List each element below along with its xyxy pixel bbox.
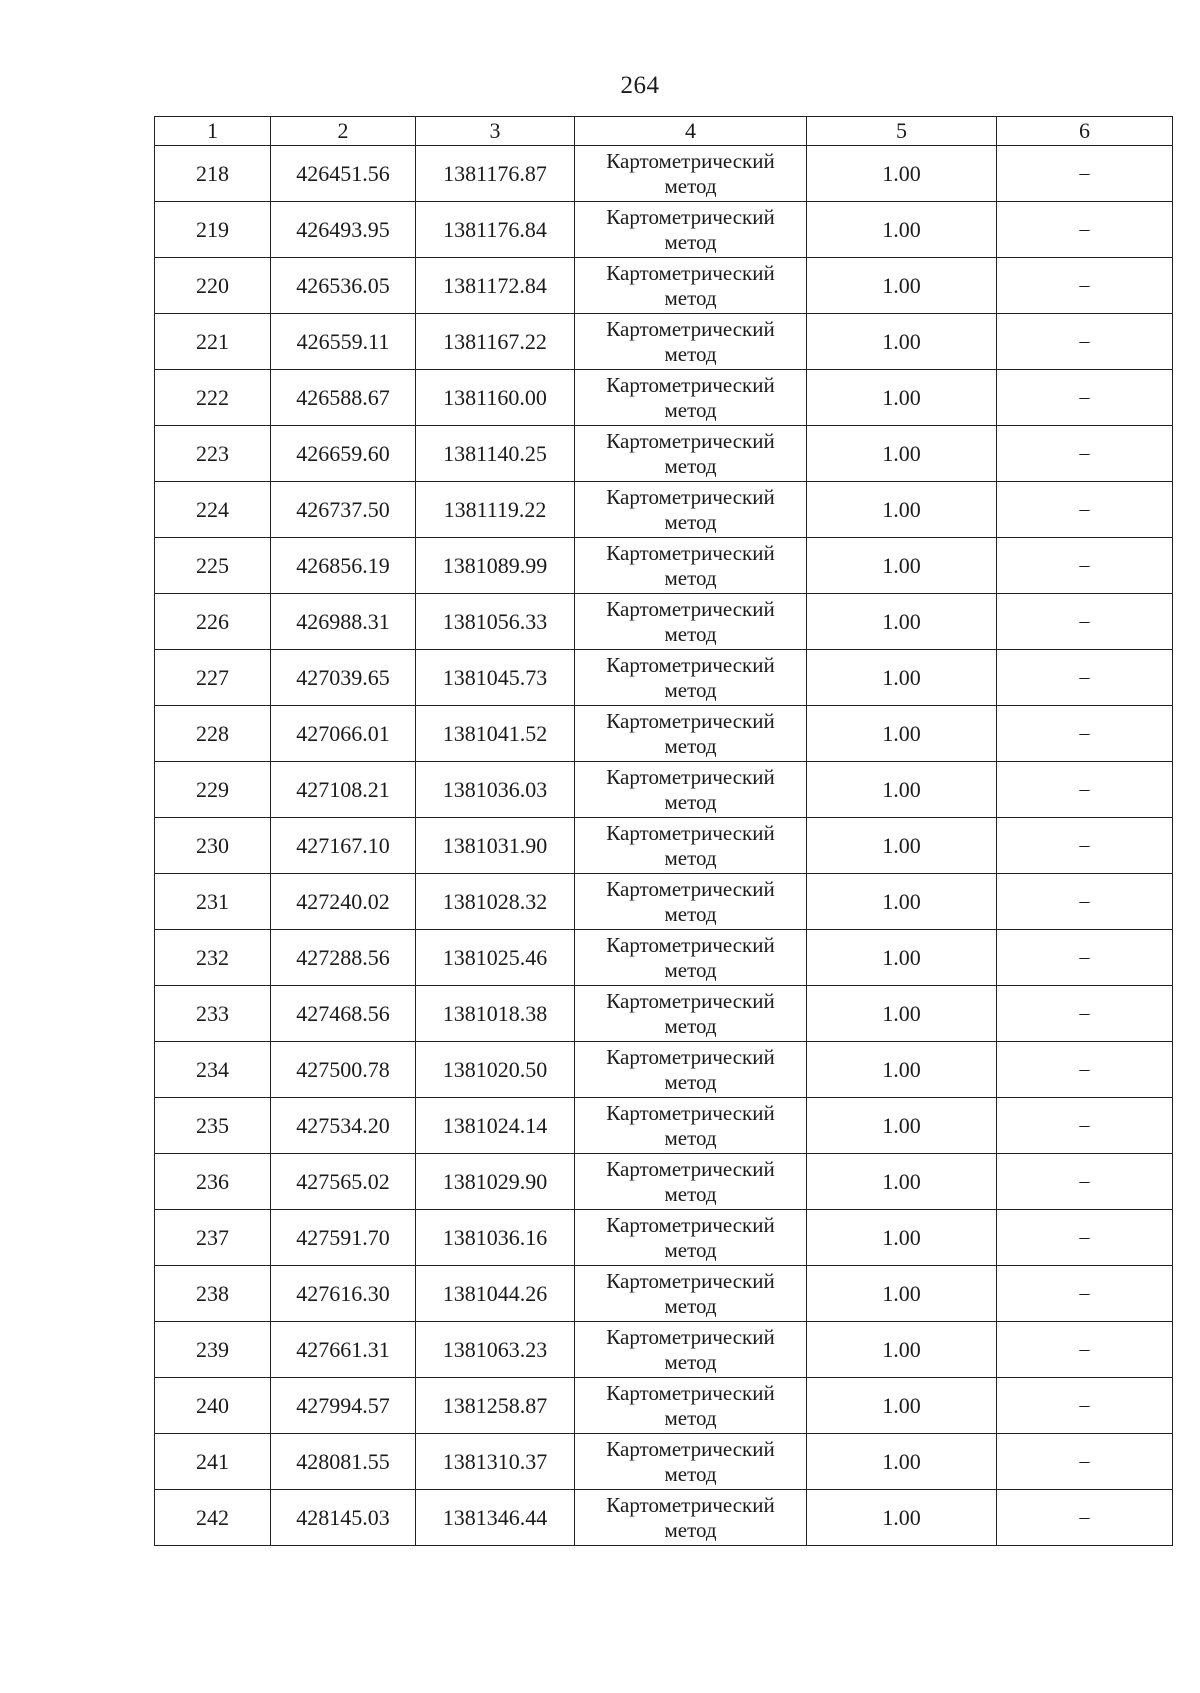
x-coordinate-cell: 427240.02 xyxy=(271,874,416,930)
point-number-cell: 219 xyxy=(155,202,271,258)
table-row xyxy=(155,818,1173,874)
x-coordinate-cell: 426588.67 xyxy=(271,370,416,426)
method-cell: Картометрический метод xyxy=(575,650,807,706)
page-number: 264 xyxy=(620,72,660,99)
x-coordinate-cell: 427468.56 xyxy=(271,986,416,1042)
method-cell: Картометрический метод xyxy=(575,930,807,986)
point-number-cell: 221 xyxy=(155,314,271,370)
point-number-cell: 235 xyxy=(155,1098,271,1154)
point-number-cell: 238 xyxy=(155,1266,271,1322)
accuracy-cell: 1.00 xyxy=(807,538,997,594)
x-coordinate-cell: 427994.57 xyxy=(271,1378,416,1434)
method-cell: Картометрический метод xyxy=(575,1042,807,1098)
table-row xyxy=(155,146,1173,202)
point-number-cell: 227 xyxy=(155,650,271,706)
note-cell: – xyxy=(997,1434,1173,1490)
y-coordinate-cell: 1381036.03 xyxy=(416,762,575,818)
table-row xyxy=(155,314,1173,370)
y-coordinate-cell: 1381172.84 xyxy=(416,258,575,314)
table-row xyxy=(155,1210,1173,1266)
y-coordinate-cell: 1381140.25 xyxy=(416,426,575,482)
point-number-cell: 230 xyxy=(155,818,271,874)
point-number-cell: 232 xyxy=(155,930,271,986)
note-cell: – xyxy=(997,1098,1173,1154)
note-cell: – xyxy=(997,1378,1173,1434)
note-cell: – xyxy=(997,818,1173,874)
table-row xyxy=(155,1098,1173,1154)
x-coordinate-cell: 426451.56 xyxy=(271,146,416,202)
table-row xyxy=(155,874,1173,930)
table-body xyxy=(155,146,1173,1546)
y-coordinate-cell: 1381020.50 xyxy=(416,1042,575,1098)
note-cell: – xyxy=(997,594,1173,650)
accuracy-cell: 1.00 xyxy=(807,986,997,1042)
point-number-cell: 236 xyxy=(155,1154,271,1210)
note-cell: – xyxy=(997,874,1173,930)
header-col-5: 5 xyxy=(807,117,997,146)
accuracy-cell: 1.00 xyxy=(807,314,997,370)
method-cell: Картометрический метод xyxy=(575,1434,807,1490)
method-cell: Картометрический метод xyxy=(575,1490,807,1546)
table-row xyxy=(155,1266,1173,1322)
x-coordinate-cell: 428145.03 xyxy=(271,1490,416,1546)
y-coordinate-cell: 1381025.46 xyxy=(416,930,575,986)
x-coordinate-cell: 426493.95 xyxy=(271,202,416,258)
table-row xyxy=(155,1154,1173,1210)
point-number-cell: 237 xyxy=(155,1210,271,1266)
table-row xyxy=(155,930,1173,986)
x-coordinate-cell: 427167.10 xyxy=(271,818,416,874)
point-number-cell: 241 xyxy=(155,1434,271,1490)
point-number-cell: 220 xyxy=(155,258,271,314)
table-row xyxy=(155,594,1173,650)
note-cell: – xyxy=(997,314,1173,370)
point-number-cell: 239 xyxy=(155,1322,271,1378)
note-cell: – xyxy=(997,146,1173,202)
accuracy-cell: 1.00 xyxy=(807,1210,997,1266)
header-col-6: 6 xyxy=(997,117,1173,146)
table-row xyxy=(155,482,1173,538)
y-coordinate-cell: 1381258.87 xyxy=(416,1378,575,1434)
x-coordinate-cell: 427108.21 xyxy=(271,762,416,818)
accuracy-cell: 1.00 xyxy=(807,1322,997,1378)
note-cell: – xyxy=(997,202,1173,258)
coordinates-table xyxy=(154,116,1173,1546)
x-coordinate-cell: 428081.55 xyxy=(271,1434,416,1490)
point-number-cell: 240 xyxy=(155,1378,271,1434)
table-row xyxy=(155,986,1173,1042)
y-coordinate-cell: 1381031.90 xyxy=(416,818,575,874)
note-cell: – xyxy=(997,1322,1173,1378)
accuracy-cell: 1.00 xyxy=(807,426,997,482)
accuracy-cell: 1.00 xyxy=(807,874,997,930)
method-cell: Картометрический метод xyxy=(575,1098,807,1154)
method-cell: Картометрический метод xyxy=(575,818,807,874)
point-number-cell: 229 xyxy=(155,762,271,818)
table-row xyxy=(155,1042,1173,1098)
method-cell: Картометрический метод xyxy=(575,202,807,258)
accuracy-cell: 1.00 xyxy=(807,762,997,818)
y-coordinate-cell: 1381028.32 xyxy=(416,874,575,930)
header-col-4: 4 xyxy=(575,117,807,146)
x-coordinate-cell: 426559.11 xyxy=(271,314,416,370)
method-cell: Картометрический метод xyxy=(575,874,807,930)
note-cell: – xyxy=(997,482,1173,538)
accuracy-cell: 1.00 xyxy=(807,706,997,762)
point-number-cell: 242 xyxy=(155,1490,271,1546)
x-coordinate-cell: 427066.01 xyxy=(271,706,416,762)
accuracy-cell: 1.00 xyxy=(807,370,997,426)
method-cell: Картометрический метод xyxy=(575,426,807,482)
point-number-cell: 218 xyxy=(155,146,271,202)
y-coordinate-cell: 1381029.90 xyxy=(416,1154,575,1210)
method-cell: Картометрический метод xyxy=(575,706,807,762)
accuracy-cell: 1.00 xyxy=(807,1154,997,1210)
table-row xyxy=(155,1434,1173,1490)
method-cell: Картометрический метод xyxy=(575,258,807,314)
table-row xyxy=(155,1322,1173,1378)
accuracy-cell: 1.00 xyxy=(807,1378,997,1434)
note-cell: – xyxy=(997,986,1173,1042)
x-coordinate-cell: 427616.30 xyxy=(271,1266,416,1322)
method-cell: Картометрический метод xyxy=(575,762,807,818)
note-cell: – xyxy=(997,1210,1173,1266)
point-number-cell: 234 xyxy=(155,1042,271,1098)
accuracy-cell: 1.00 xyxy=(807,818,997,874)
point-number-cell: 222 xyxy=(155,370,271,426)
x-coordinate-cell: 427534.20 xyxy=(271,1098,416,1154)
x-coordinate-cell: 426536.05 xyxy=(271,258,416,314)
point-number-cell: 226 xyxy=(155,594,271,650)
y-coordinate-cell: 1381167.22 xyxy=(416,314,575,370)
method-cell: Картометрический метод xyxy=(575,1378,807,1434)
x-coordinate-cell: 426659.60 xyxy=(271,426,416,482)
point-number-cell: 231 xyxy=(155,874,271,930)
y-coordinate-cell: 1381176.84 xyxy=(416,202,575,258)
method-cell: Картометрический метод xyxy=(575,1210,807,1266)
accuracy-cell: 1.00 xyxy=(807,650,997,706)
x-coordinate-cell: 426737.50 xyxy=(271,482,416,538)
point-number-cell: 223 xyxy=(155,426,271,482)
table-row xyxy=(155,258,1173,314)
y-coordinate-cell: 1381024.14 xyxy=(416,1098,575,1154)
y-coordinate-cell: 1381041.52 xyxy=(416,706,575,762)
y-coordinate-cell: 1381056.33 xyxy=(416,594,575,650)
note-cell: – xyxy=(997,1266,1173,1322)
accuracy-cell: 1.00 xyxy=(807,594,997,650)
point-number-cell: 233 xyxy=(155,986,271,1042)
y-coordinate-cell: 1381346.44 xyxy=(416,1490,575,1546)
table-row xyxy=(155,1490,1173,1546)
note-cell: – xyxy=(997,258,1173,314)
method-cell: Картометрический метод xyxy=(575,314,807,370)
x-coordinate-cell: 427661.31 xyxy=(271,1322,416,1378)
method-cell: Картометрический метод xyxy=(575,146,807,202)
note-cell: – xyxy=(997,930,1173,986)
table-row xyxy=(155,650,1173,706)
note-cell: – xyxy=(997,538,1173,594)
note-cell: – xyxy=(997,706,1173,762)
method-cell: Картометрический метод xyxy=(575,538,807,594)
table-row xyxy=(155,370,1173,426)
x-coordinate-cell: 427500.78 xyxy=(271,1042,416,1098)
point-number-cell: 225 xyxy=(155,538,271,594)
note-cell: – xyxy=(997,426,1173,482)
table-header xyxy=(155,117,1173,146)
y-coordinate-cell: 1381018.38 xyxy=(416,986,575,1042)
note-cell: – xyxy=(997,1490,1173,1546)
note-cell: – xyxy=(997,370,1173,426)
method-cell: Картометрический метод xyxy=(575,594,807,650)
table-row xyxy=(155,1378,1173,1434)
point-number-cell: 228 xyxy=(155,706,271,762)
y-coordinate-cell: 1381160.00 xyxy=(416,370,575,426)
accuracy-cell: 1.00 xyxy=(807,930,997,986)
y-coordinate-cell: 1381089.99 xyxy=(416,538,575,594)
table-row xyxy=(155,538,1173,594)
accuracy-cell: 1.00 xyxy=(807,1266,997,1322)
note-cell: – xyxy=(997,762,1173,818)
x-coordinate-cell: 427288.56 xyxy=(271,930,416,986)
method-cell: Картометрический метод xyxy=(575,1322,807,1378)
method-cell: Картометрический метод xyxy=(575,370,807,426)
table-row xyxy=(155,202,1173,258)
accuracy-cell: 1.00 xyxy=(807,146,997,202)
accuracy-cell: 1.00 xyxy=(807,1434,997,1490)
method-cell: Картометрический метод xyxy=(575,986,807,1042)
point-number-cell: 224 xyxy=(155,482,271,538)
table-row xyxy=(155,426,1173,482)
method-cell: Картометрический метод xyxy=(575,482,807,538)
method-cell: Картометрический метод xyxy=(575,1266,807,1322)
header-col-1: 1 xyxy=(155,117,271,146)
method-cell: Картометрический метод xyxy=(575,1154,807,1210)
y-coordinate-cell: 1381063.23 xyxy=(416,1322,575,1378)
accuracy-cell: 1.00 xyxy=(807,1042,997,1098)
x-coordinate-cell: 426988.31 xyxy=(271,594,416,650)
header-row xyxy=(155,117,1173,146)
note-cell: – xyxy=(997,1042,1173,1098)
x-coordinate-cell: 426856.19 xyxy=(271,538,416,594)
x-coordinate-cell: 427591.70 xyxy=(271,1210,416,1266)
x-coordinate-cell: 427565.02 xyxy=(271,1154,416,1210)
note-cell: – xyxy=(997,1154,1173,1210)
y-coordinate-cell: 1381119.22 xyxy=(416,482,575,538)
x-coordinate-cell: 427039.65 xyxy=(271,650,416,706)
accuracy-cell: 1.00 xyxy=(807,1098,997,1154)
y-coordinate-cell: 1381044.26 xyxy=(416,1266,575,1322)
table-row xyxy=(155,762,1173,818)
note-cell: – xyxy=(997,650,1173,706)
y-coordinate-cell: 1381176.87 xyxy=(416,146,575,202)
accuracy-cell: 1.00 xyxy=(807,1490,997,1546)
y-coordinate-cell: 1381045.73 xyxy=(416,650,575,706)
y-coordinate-cell: 1381036.16 xyxy=(416,1210,575,1266)
y-coordinate-cell: 1381310.37 xyxy=(416,1434,575,1490)
accuracy-cell: 1.00 xyxy=(807,482,997,538)
header-col-3: 3 xyxy=(416,117,575,146)
header-col-2: 2 xyxy=(271,117,416,146)
accuracy-cell: 1.00 xyxy=(807,258,997,314)
table-row xyxy=(155,706,1173,762)
accuracy-cell: 1.00 xyxy=(807,202,997,258)
